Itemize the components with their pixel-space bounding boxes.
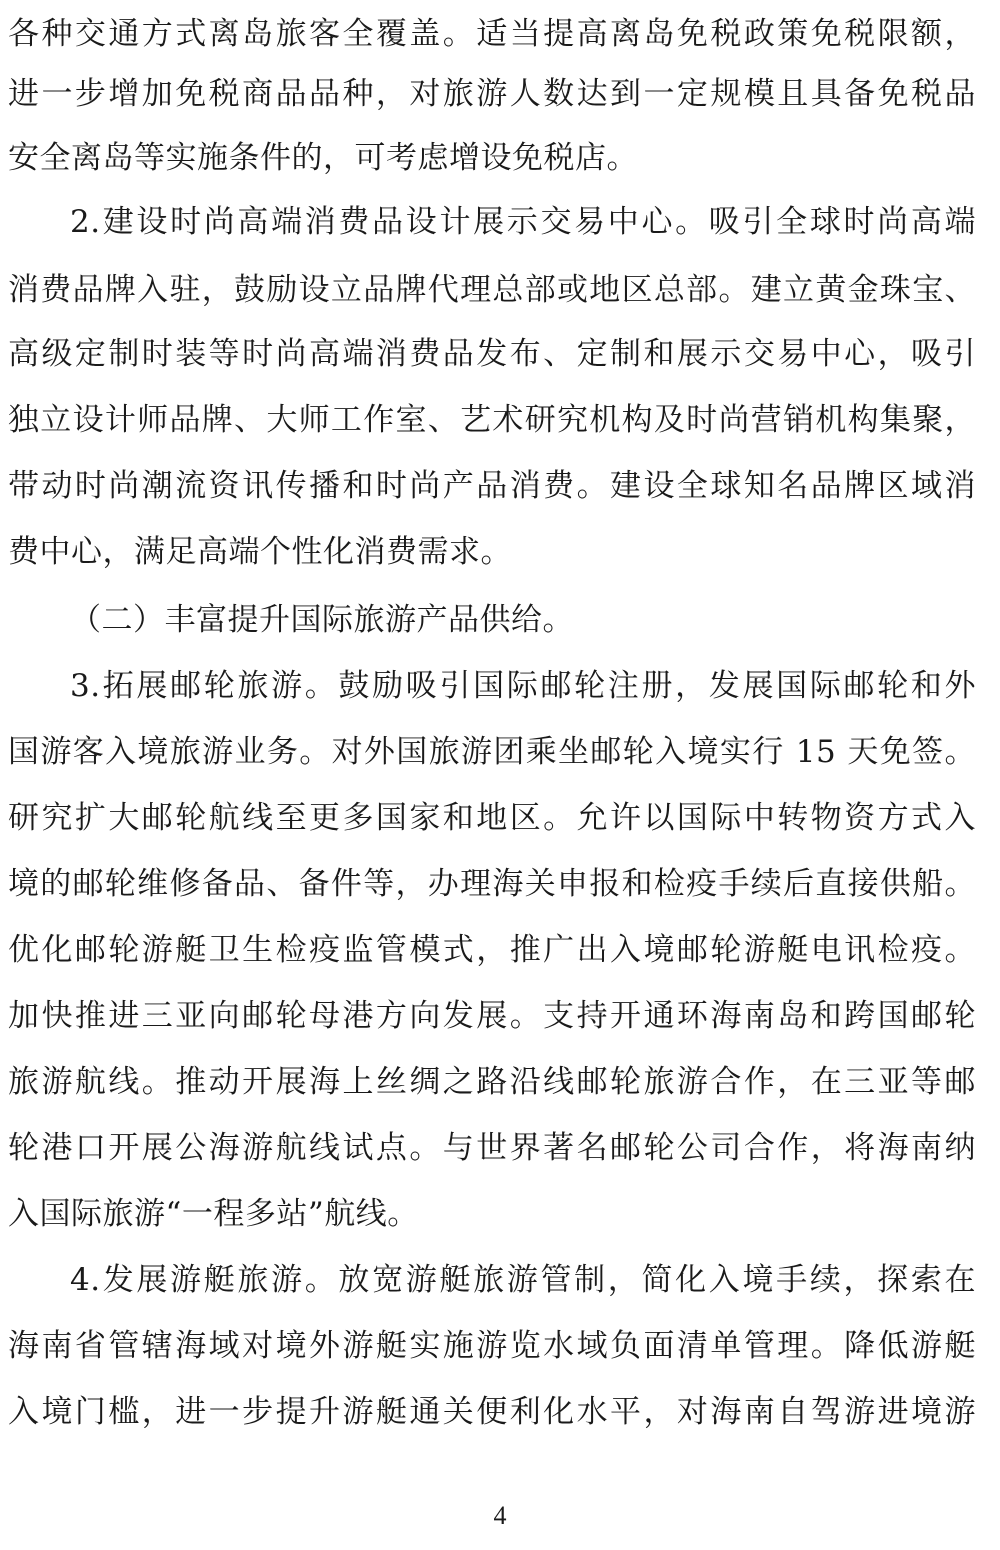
text-line: 优化邮轮游艇卫生检疫监管模式，推广出入境邮轮游艇电讯检疫。 — [8, 932, 976, 968]
text-line: 研究扩大邮轮航线至更多国家和地区。允许以国际中转物资方式入 — [8, 800, 976, 836]
text-line: 安全离岛等实施条件的，可考虑增设免税店。 — [8, 140, 638, 176]
text-line: 海南省管辖海域对境外游艇实施游览水域负面清单管理。降低游艇 — [8, 1328, 976, 1364]
text-line: 旅游航线。推动开展海上丝绸之路沿线邮轮旅游合作，在三亚等邮 — [8, 1064, 976, 1100]
paragraph-start-line: 3.拓展邮轮旅游。鼓励吸引国际邮轮注册，发展国际邮轮和外 — [70, 668, 976, 704]
text-line: 高级定制时装等时尚高端消费品发布、定制和展示交易中心，吸引 — [8, 336, 976, 372]
text-line: 境的邮轮维修备品、备件等，办理海关申报和检疫手续后直接供船。 — [8, 866, 976, 902]
page-number: 4 — [493, 1501, 507, 1530]
text-line: 加快推进三亚向邮轮母港方向发展。支持开通环海南岛和跨国邮轮 — [8, 998, 976, 1034]
text-line: 各种交通方式离岛旅客全覆盖。适当提高离岛免税政策免税限额， — [8, 16, 976, 52]
text-line: 独立设计师品牌、大师工作室、艺术研究机构及时尚营销机构集聚， — [8, 402, 976, 438]
paragraph-start-line: 4.发展游艇旅游。放宽游艇旅游管制，简化入境手续，探索在 — [70, 1262, 976, 1298]
text-line: 费中心，满足高端个性化消费需求。 — [8, 534, 512, 570]
text-line: 入境门槛，进一步提升游艇通关便利化水平，对海南自驾游进境游 — [8, 1394, 976, 1430]
text-line: 消费品牌入驻，鼓励设立品牌代理总部或地区总部。建立黄金珠宝、 — [8, 272, 976, 308]
section-heading: （二）丰富提升国际旅游产品供给。 — [70, 602, 574, 638]
text-line: 轮港口开展公海游航线试点。与世界著名邮轮公司合作，将海南纳 — [8, 1130, 976, 1166]
text-line: 入国际旅游“一程多站”航线。 — [8, 1196, 419, 1232]
text-line: 带动时尚潮流资讯传播和时尚产品消费。建设全球知名品牌区域消 — [8, 468, 976, 504]
paragraph-start-line: 2.建设时尚高端消费品设计展示交易中心。吸引全球时尚高端 — [70, 204, 976, 240]
text-line: 进一步增加免税商品品种，对旅游人数达到一定规模且具备免税品 — [8, 76, 976, 112]
text-line: 国游客入境旅游业务。对外国旅游团乘坐邮轮入境实行 15 天免签。 — [8, 734, 976, 770]
